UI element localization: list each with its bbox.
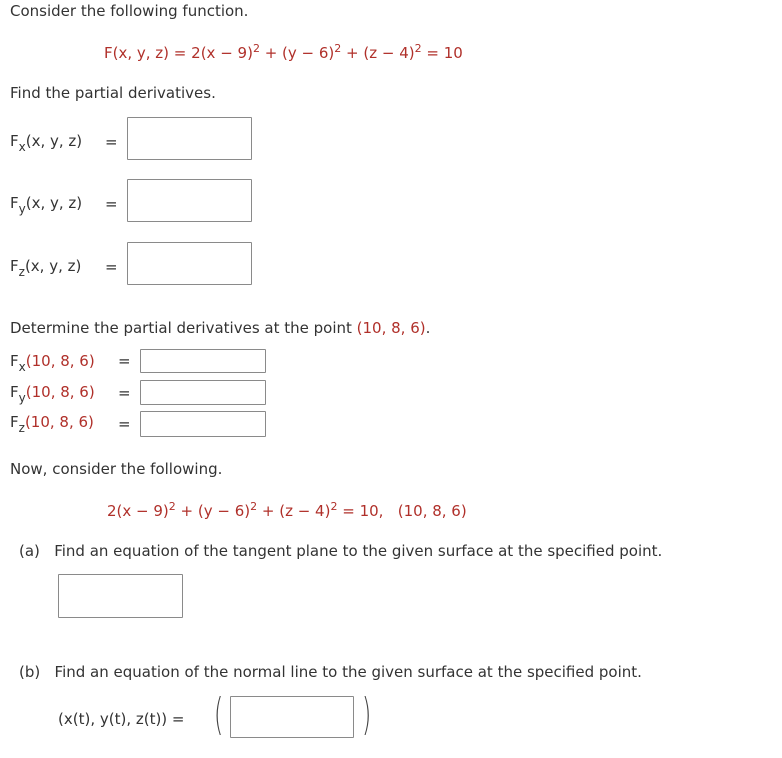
fz-point-answer-input[interactable] (140, 411, 266, 437)
find-partials-text: Find the partial derivatives. (10, 84, 216, 102)
tangent-plane-answer-input[interactable] (58, 574, 183, 618)
equals-sign: = (118, 352, 131, 370)
intro-text: Consider the following function. (10, 2, 249, 20)
partial-fy-label: $F_y(x$, y, z) (10, 194, 83, 216)
part-a-question: (a) Find an equation of the tangent plane to the given surface at the specified point. (19, 542, 663, 560)
fz-answer-input[interactable] (127, 242, 252, 285)
equals-sign: = (105, 258, 118, 276)
fx-answer-input[interactable] (127, 117, 252, 160)
point-fz-label: $F_z(10$, 8, 6) (10, 413, 94, 435)
fx-point-answer-input[interactable] (140, 349, 266, 373)
left-paren: ( (213, 689, 224, 740)
fy-answer-input[interactable] (127, 179, 252, 222)
now-consider-text: Now, consider the following. (10, 460, 223, 478)
equals-sign: = (105, 195, 118, 213)
normal-line-lhs: (x(t), y(t), z(t)) = (58, 710, 185, 728)
fy-point-answer-input[interactable] (140, 380, 266, 405)
partial-fx-label: $F_x(x$, y, z) (10, 132, 83, 154)
surface-equation: $2(x - 9)^2 + (y - 6)^2 + (z - 4)^2 = 10$, (10, 8, 6) (107, 500, 467, 520)
point-fy-label: $F_y(10$, 8, 6) (10, 383, 95, 405)
point-fx-label: $F_x(10$, 8, 6) (10, 352, 95, 374)
equals-sign: = (118, 384, 131, 402)
function-equation: F(x, y, $z) = 2(x - 9)^2 + (y - 6)^2 + (z - 4)^2 = 10$ (104, 42, 463, 62)
equals-sign: = (118, 415, 131, 433)
determine-text: Determine the partial derivatives at the point (10, 8, 6). (10, 319, 431, 337)
part-b-question: (b) Find an equation of the normal line to the given surface at the specified point. (19, 663, 642, 681)
normal-line-answer-input[interactable] (230, 696, 354, 738)
partial-fz-label: $F_z(x$, y, z) (10, 257, 82, 279)
equals-sign: = (105, 133, 118, 151)
right-paren: ) (361, 689, 372, 740)
